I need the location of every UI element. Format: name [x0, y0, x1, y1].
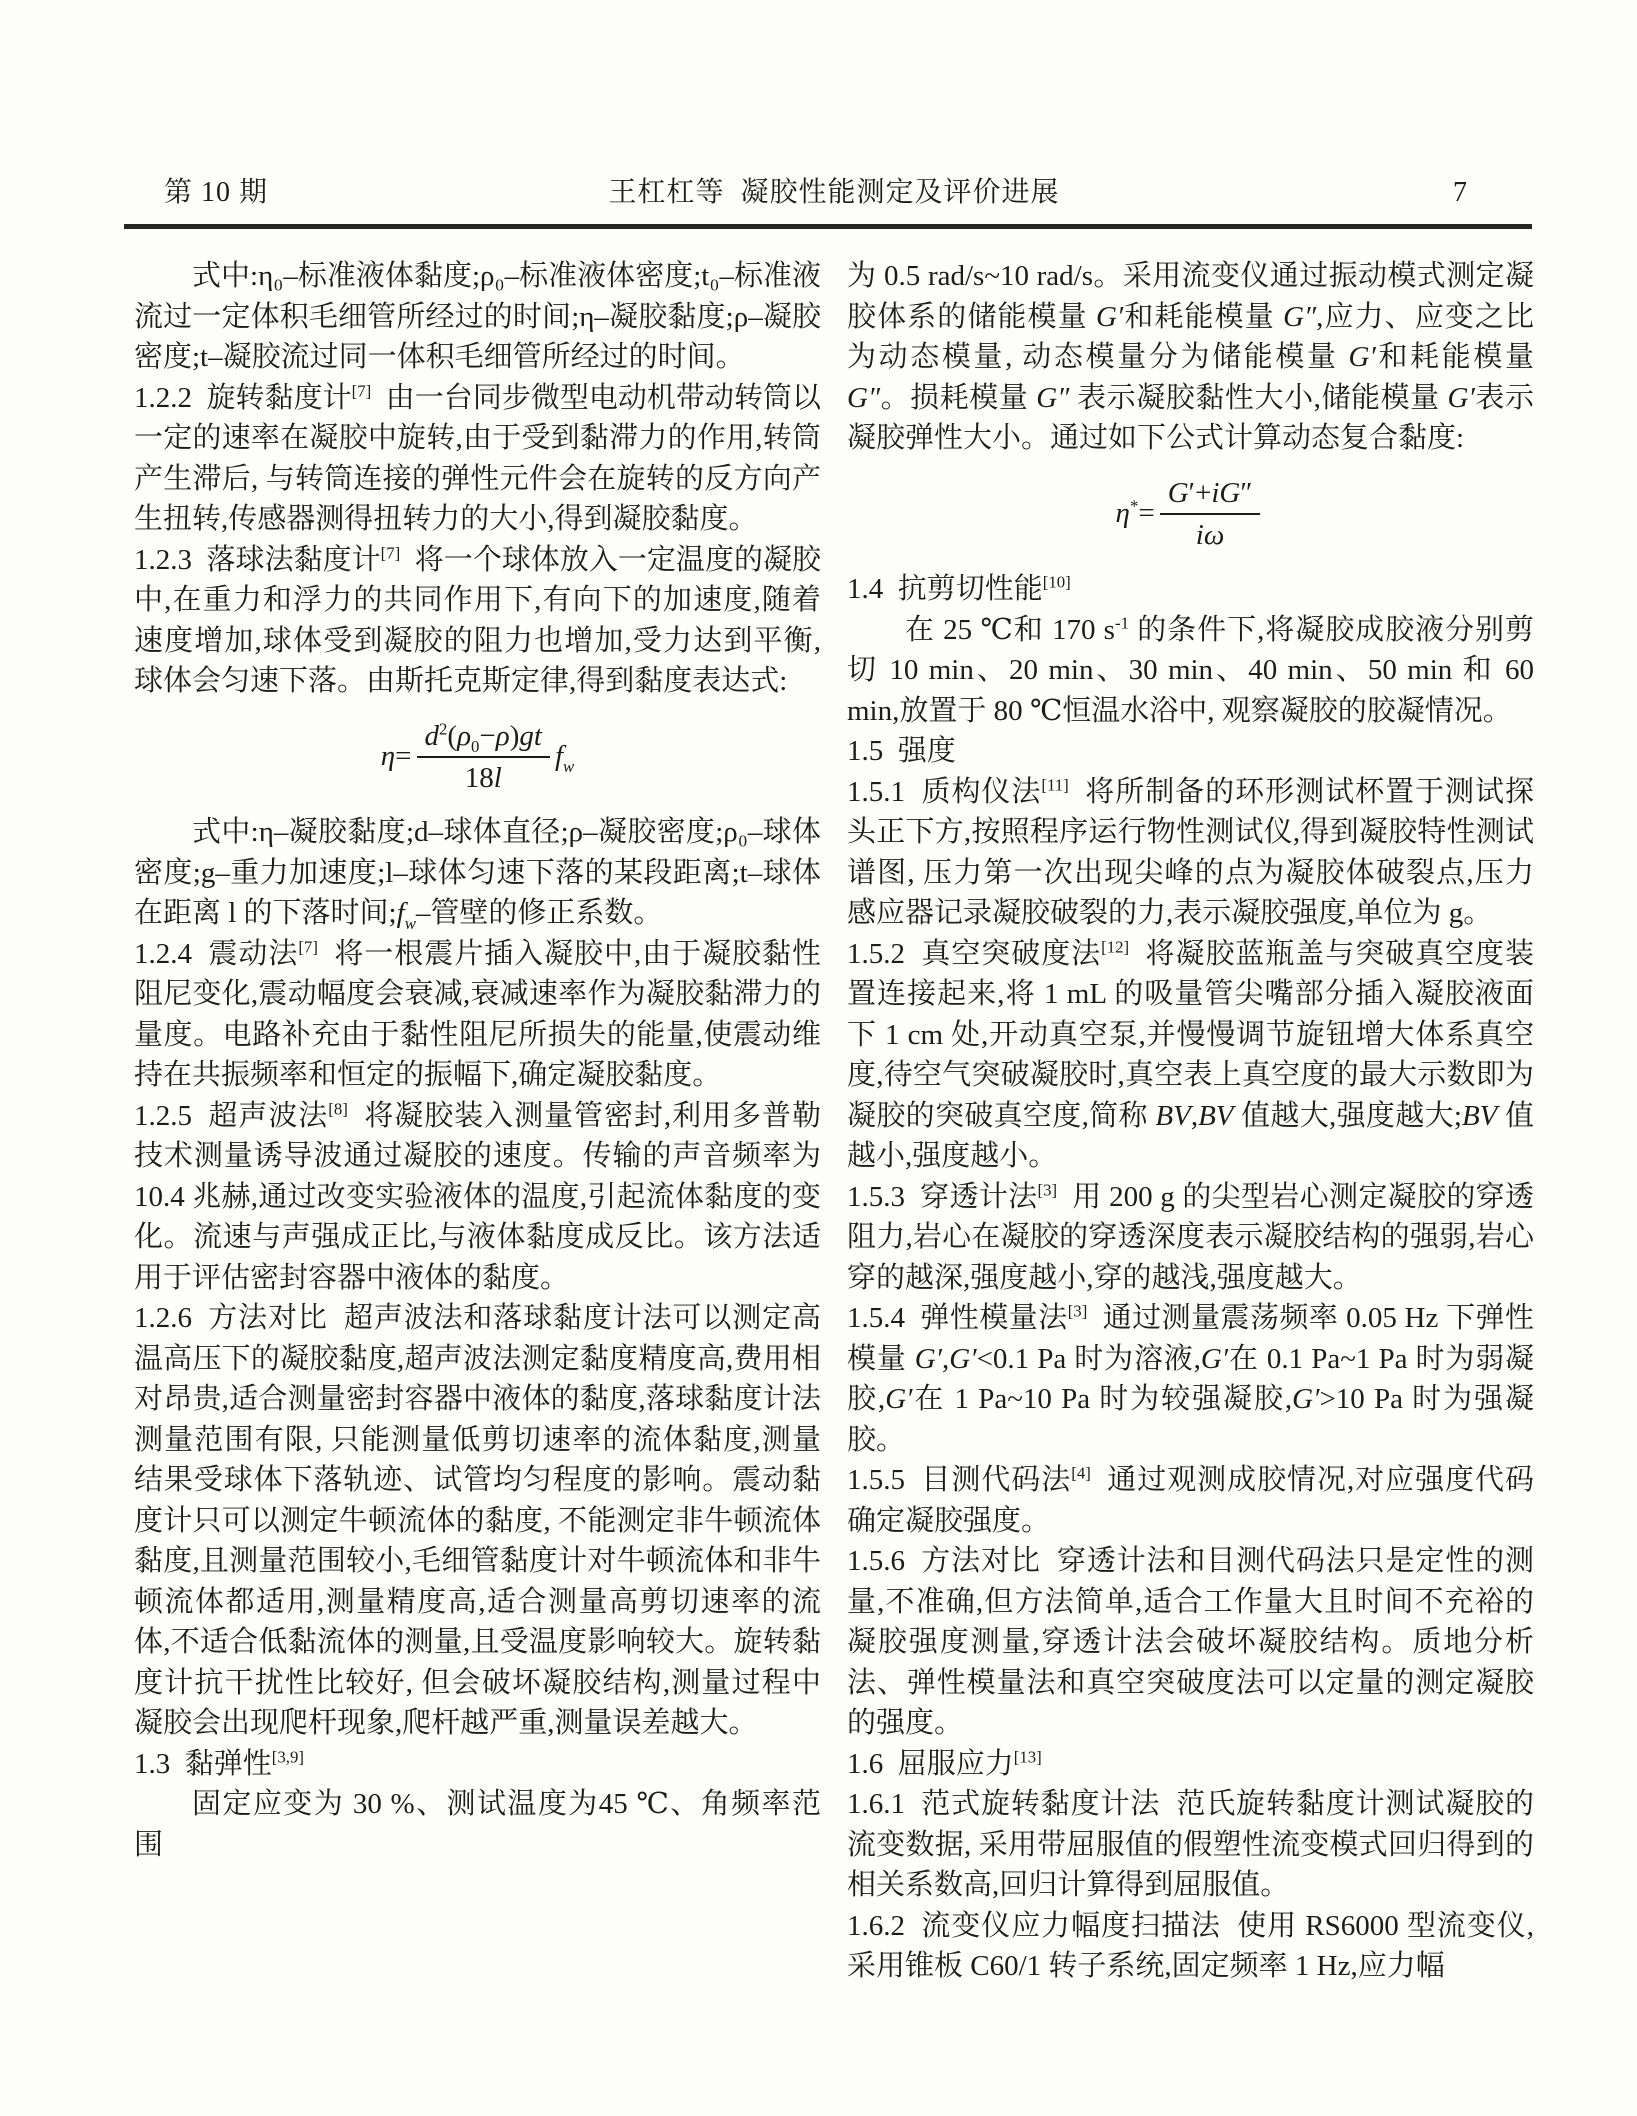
formula-stokes-viscosity	[134, 718, 821, 795]
section-1-5-5-visual-code: 1.5.5 目测代码法[4] 通过观测成胶情况,对应强度代码确定凝胶强度。	[847, 1463, 1534, 1537]
section-1-2-3-falling-ball-viscometer: 1.2.3 落球法黏度计[7] 将一个球体放入一定温度的凝胶中,在重力和浮力的共同作用下,有向下的加速度,随着速度增加,球体受到凝胶的阻力也增加,受力达到平衡,球体会匀速下落。由斯托克斯定律,得到黏度表达式:	[134, 542, 821, 697]
para-capillary-variable-definitions: 式中:η₀–标准液体黏度;ρ₀–标准液体密度;t₀–标准液流过一定体积毛细管所经过的时间;η–凝胶黏度;ρ–凝胶密度;t–凝胶流过同一体积毛细管所经过的时间。	[134, 260, 821, 373]
journal-issue-label: 第 10 期	[164, 177, 269, 208]
section-1-5-3-penetrometer: 1.5.3 穿透计法[3] 用 200 g 的尖型岩心测定凝胶的穿透阻力,岩心在凝胶的穿透深度表示凝胶结构的强弱,岩心穿的越深,强度越小,穿的越浅,强度越大。	[847, 1180, 1534, 1294]
running-title: 王杠杠等 凝胶性能测定及评价进展	[608, 177, 1060, 208]
section-1-2-2-rotational-viscometer: 1.2.2 旋转黏度计[7] 由一台同步微型电动机带动转筒以一定的速率在凝胶中旋转,由于受到黏滞力的作用,转筒产生滞后, 与转筒连接的弹性元件会在旋转的反方向产生扭转,传感器测得扭转力的大小,得到凝胶黏度。	[134, 380, 821, 535]
fraction-numerator: G′+iG″	[1160, 475, 1261, 515]
page-header	[138, 170, 1530, 210]
left-column	[134, 256, 821, 1987]
fraction-denominator: iω	[1195, 518, 1225, 551]
heading-1-3-viscoelasticity: 1.3 黏弹性[3,9]	[134, 1747, 304, 1780]
para-viscoelasticity-conditions: 固定应变为 30 %、测试温度为45 ℃、角频率范围	[134, 1788, 821, 1861]
section-1-2-5-ultrasonic-method: 1.2.5 超声波法[8] 将凝胶装入测量管密封,利用多普勒技术测量诱导波通过凝胶的速度。传输的声音频率为 10.4 兆赫,通过改变实验液体的温度,引起流体黏度的变化。流速与声强成正比,与液体黏度成反比。该方法适用于评估密封容器中液体的黏度。	[134, 1099, 821, 1294]
right-column	[847, 256, 1534, 1987]
para-shear-test-conditions: 在 25 ℃和 170 $s^{-1}$ 的条件下,将凝胶成胶液分别剪切 10 min、20 min、30 min、40 min、50 min 和 60 min,放置于 80 ℃恒温水浴中, 观察凝胶的胶凝情况。	[847, 613, 1534, 727]
formula-lhs: η*=	[1115, 496, 1155, 529]
heading-1-5-strength: 1.5 强度	[847, 735, 956, 768]
heading-1-6-yield-stress: 1.6 屈服应力[13]	[847, 1747, 1042, 1780]
section-1-5-4-elastic-modulus: 1.5.4 弹性模量法[3] 通过测量震荡频率 0.05 Hz 下弹性模量 G′,G′<0.1 Pa 时为溶液,G′在 0.1 Pa~1 Pa 时为弱凝胶,G′在 1 Pa~10 Pa 时为较强凝胶,G′>10 Pa 时为强凝胶。	[847, 1301, 1534, 1456]
header-rule	[124, 224, 1532, 229]
section-1-5-6-method-comparison: 1.5.6 方法对比 穿透计法和目测代码法只是定性的测量,不准确,但方法简单,适合工作量大且时间不充裕的凝胶强度测量,穿透计法会破坏凝胶结构。质地分析法、弹性模量法和真空突破度法可以定量的测定凝胶的强度。	[847, 1545, 1534, 1740]
heading-1-4-shear-resistance: 1.4 抗剪切性能[10]	[847, 572, 1071, 606]
para-dynamic-modulus: 为 0.5 rad/s~10 rad/s。采用流变仪通过振动模式测定凝胶体系的储能模量 G′和耗能模量 G″,应力、应变之比为动态模量, 动态模量分为储能模量 G′和耗能模量 G″。损耗模量 G″ 表示凝胶黏性大小,储能模量 G′表示凝胶弹性大小。通过如下公式计算动态复合黏度:	[847, 260, 1534, 454]
fraction-numerator: $d^2(\rho_0-\rho)gt$	[417, 718, 550, 758]
page-number: 7	[1453, 177, 1468, 208]
section-1-5-2-vacuum-breakthrough: 1.5.2 真空突破度法[12] 将凝胶蓝瓶盖与突破真空度装置连接起来,将 1 mL 的吸量管尖嘴部分插入凝胶液面下 1 cm 处,开动真空泵,并慢慢调节旋钮增大体系真空度,待空气突破凝胶时,真空表上真空度的最大示数即为凝胶的突破真空度,简称 BV,BV 值越大,强度越大;BV 值越小,强度越小。	[847, 937, 1534, 1173]
formula-complex-viscosity	[847, 475, 1534, 552]
fraction	[417, 718, 550, 795]
section-1-6-2-stress-amplitude-sweep: 1.6.2 流变仪应力幅度扫描法 使用 RS6000 型流变仪,采用锥板 C60/1 转子系统,固定频率 1 Hz,应力幅	[847, 1909, 1534, 1983]
section-1-2-4-vibration-method: 1.2.4 震动法[7] 将一根震片插入凝胶中,由于凝胶黏性阻尼变化,震动幅度会衰减,衰减速率作为凝胶黏滞力的量度。电路补充由于黏性阻尼所损失的能量,使震动维持在共振频率和恒定的振幅下,确定凝胶黏度。	[134, 937, 821, 1092]
formula-lhs: η=	[380, 739, 412, 772]
section-1-2-6-method-comparison: 1.2.6 方法对比 超声波法和落球黏度计法可以测定高温高压下的凝胶黏度,超声波法测定黏度精度高,费用相对昂贵,适合测量密封容器中液体的黏度,落球黏度计法测量范围有限, 只能测量低剪切速率的流体黏度,测量结果受球体下落轨迹、试管均匀程度的影响。震动黏度计只可以测定牛顿流体的黏度, 不能测定非牛顿流体黏度,且测量范围较小,毛细管黏度计对牛顿流体和非牛顿流体都适用,测量精度高,适合测量高剪切速率的流体,不适合低黏流体的测量,且受温度影响较大。旋转黏度计抗干扰性比较好, 但会破坏凝胶结构,测量过程中凝胶会出现爬杆现象,爬杆越严重,测量误差越大。	[134, 1302, 821, 1740]
formula-suffix: $f_w$	[554, 739, 575, 776]
content-columns	[134, 256, 1534, 1987]
para-stokes-variable-definitions: 式中:η–凝胶黏度;d–球体直径;ρ–凝胶密度;ρ₀–球体密度;g–重力加速度;l–球体匀速下落的某段距离;t–球体在距离 l 的下落时间$;f_w-$管壁的修正系数。	[134, 816, 821, 934]
section-1-6-1-fann-viscometer: 1.6.1 范式旋转黏度计法 范氏旋转黏度计测试凝胶的流变数据, 采用带屈服值的假塑性流变模式回归得到的相关系数高,回归计算得到屈服值。	[847, 1788, 1534, 1902]
section-1-5-1-texture-analyzer: 1.5.1 质构仪法[11] 将所制备的环形测试杯置于测试探头正下方,按照程序运行物性测试仪,得到凝胶特性测试谱图, 压力第一次出现尖峰的点为凝胶体破裂点,压力感应器记录凝胶破裂的力,表示凝胶强度,单位为 g。	[847, 775, 1534, 930]
fraction-denominator: 18l	[464, 761, 502, 794]
fraction	[1160, 475, 1261, 552]
